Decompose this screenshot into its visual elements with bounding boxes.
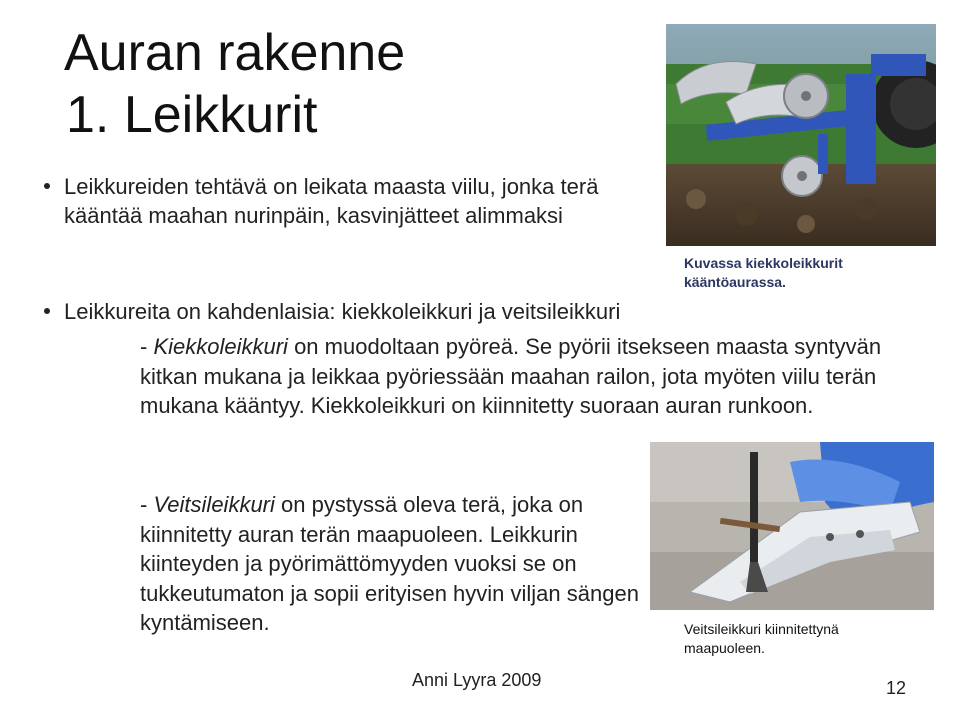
bullet-2-text: Leikkureita on kahdenlaisia: kiekkoleikkuri ja veitsileikkuri — [64, 299, 621, 324]
sub-2-prefix: - — [140, 492, 154, 517]
caption-knife-coulter: Veitsileikkuri kiinnitettynä maapuoleen. — [684, 621, 839, 656]
sub-item-kiekkoleikkuri — [140, 332, 920, 421]
plough-illustration — [666, 24, 936, 246]
page-number: 12 — [886, 678, 907, 698]
caption-disc-coulters: Kuvassa kiekkoleikkurit kääntöaurassa. — [684, 255, 843, 290]
footer-author: Anni Lyyra 2009 — [412, 670, 542, 690]
sub-1-text: on muodoltaan pyöreä. Se pyörii itsekseen maasta syntyvän kitkan mukana ja leikkaa pyöriessään maahan railon, jota myöten viilu terän mukana kääntyy. Kiekkoleikkuri on kiinnitetty suoraan auran runkoon. — [140, 334, 882, 418]
bullet-1-text: Leikkureiden tehtävä on leikata maasta viilu, jonka terä kääntää maahan nurinpäin, kasvinjätteet alimmaksi — [64, 174, 599, 228]
knife-coulter-illustration — [650, 442, 934, 610]
bullet-dot — [44, 183, 50, 189]
plough-photo-knife-coulter — [650, 442, 934, 610]
sub-2-text: on pystyssä oleva terä, joka on kiinnitetty auran terän maapuoleen. Leikkurin kiinteyden ja pyörimättömyyden vuoksi se on tukkeutumaton ja sopii erityisen hyvin viljan sängen kyntämiseen. — [140, 492, 639, 635]
title-line-2: 1. Leikkurit — [66, 86, 318, 144]
sub-1-prefix: - — [140, 334, 154, 359]
title-line-1: Auran rakenne — [64, 24, 406, 82]
plough-photo-disc-coulters — [666, 24, 936, 246]
sub-item-veitsileikkuri — [140, 490, 650, 638]
slide-title — [64, 22, 405, 146]
sub-2-term: Veitsileikkuri — [153, 492, 275, 517]
bullet-2 — [44, 297, 744, 326]
sub-1-term: Kiekkoleikkuri — [153, 334, 288, 359]
bullet-dot — [44, 308, 50, 314]
bullet-1 — [44, 172, 654, 230]
